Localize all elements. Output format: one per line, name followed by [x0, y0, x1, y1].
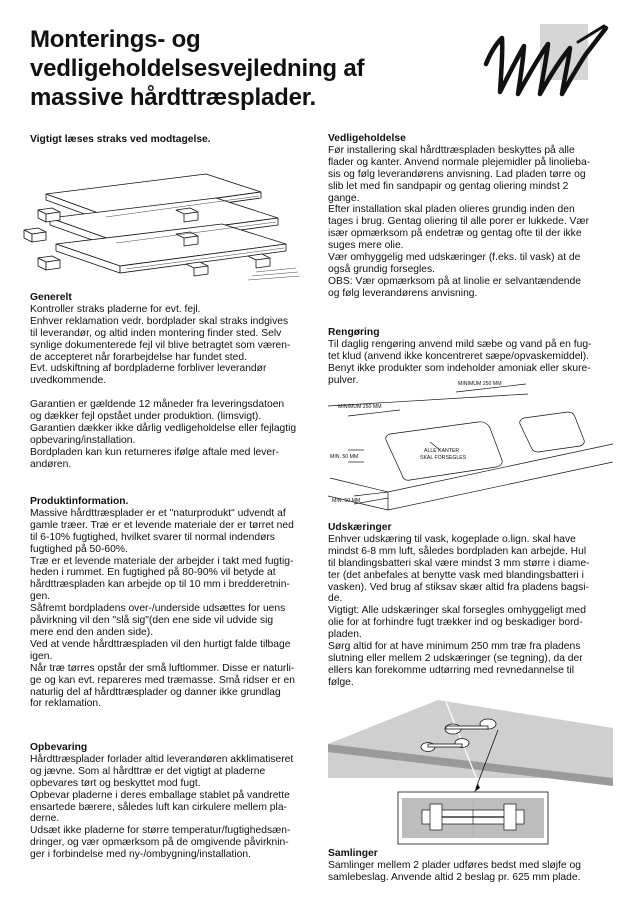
paragraph-line: ger i forbindelse med ny-/ombygning/installation.	[30, 849, 251, 861]
paragraph-line: Opbevar pladerne i deres emballage stablet på vandrette	[30, 789, 290, 801]
paragraph-line: Udsæt ikke pladerne for større temperatur/fugtighedsæn-	[30, 825, 291, 837]
paragraph-line: Ved at vende hårdttræspladen vil den hurtigt falde tilbage	[30, 638, 291, 650]
paragraph-line: Massive hårdttræsplader er et "naturprodukt" udvendt af	[30, 507, 286, 519]
paragraph-line: Garantien dækker ikke dårlig vedligeholdelse eller fejlagtig	[30, 423, 297, 435]
paragraph-line: Benyt ikke produkter som indeholder amoniak eller skure-	[328, 362, 591, 374]
dim-label-side-2: MIN. 50 MM	[332, 498, 361, 504]
diagram-note-line2: SKAL FORSEGLES	[420, 455, 467, 461]
paragraph-line: Garantien er gældende 12 måneder fra leveringsdatoen	[30, 399, 285, 411]
paragraph-line: suges mere olie.	[328, 240, 404, 252]
paragraph-line: igen.	[30, 650, 53, 662]
paragraph-line: uvedkommende.	[30, 375, 107, 387]
paragraph-line: Før installering skal hårdttræspladen beskyttes på alle	[328, 144, 575, 156]
title-line: massive hårdttræsplader.	[30, 84, 317, 111]
paragraph-line: dringer, og vær opmærksom på de omgivende påvirknin-	[30, 837, 289, 849]
paragraph-line: heden i rummet. En fugtighed på 80-90% vil betyde at	[30, 567, 276, 579]
paragraph-line: påvirkning vil den "slå sig"(den ene side vil udvide sig	[30, 615, 274, 627]
paragraph-line: sis og følg leverandørens anvisning. Lad pladen tørre og	[328, 168, 586, 180]
paragraph-line: gamle træer. Træ er et levende materiale der er tørret ned	[30, 519, 294, 531]
paragraph-line: Enhver reklamation vedr. bordplader skal straks indgives	[30, 315, 289, 327]
section-heading: Rengøring	[328, 327, 380, 338]
section-samlinger	[328, 848, 613, 884]
section-heading: Produktinformation.	[30, 496, 129, 507]
title-line: vedligeholdelsesvejledning af	[30, 55, 365, 82]
section-vedligeholdelse	[328, 133, 613, 300]
paragraph-line: hårdttræspladen kan arbejde op til 10 mm i bredderetnin-	[30, 579, 290, 591]
paragraph-line: Hårdttræsplader forlader altid leverandøren akklimatiseret	[30, 753, 294, 765]
paragraph-line: Når træ tørres opstår der små luftlommer. Disse er naturli-	[30, 662, 295, 674]
paragraph-line: Kontroller straks pladerne for evt. fejl.	[30, 303, 201, 315]
section-heading: Udskæringer	[328, 522, 392, 533]
joint-illustration	[328, 700, 613, 846]
paragraph-line: ellers kan forekomme udtørring med revnedannelse til	[328, 664, 575, 676]
paragraph-line: slib let med fin sandpapir og gentag oliering mindst 2	[328, 180, 569, 192]
paragraph-line: Træ er et levende materiale der arbejder i takt med fugtig-	[30, 555, 294, 567]
paragraph-line: Såfremt bordpladens over-/underside udsættes for uens	[30, 603, 286, 615]
paragraph-line: Vær omhyggelig med udskæringer (f.eks. til vask) at de	[328, 252, 581, 264]
paragraph-line: også grundig forsegles.	[328, 263, 436, 275]
dim-label-side-1: MIN. 50 MM	[330, 454, 359, 460]
section-heading: Vedligeholdelse	[328, 133, 406, 144]
paragraph-line: tet klud (anvend ikke koncentreret sæpe/opvaskemiddel).	[328, 350, 589, 362]
intro-heading: Vigtigt læses straks ved modtagelse.	[30, 134, 211, 145]
paragraph-line: pladen.	[328, 629, 362, 641]
paragraph-line: synlige dokumenterede fejl vil blive betragtet som væren-	[30, 339, 291, 351]
paragraph-line: ensartede bærere, således luft kan cirkulere mellem pla-	[30, 801, 287, 813]
page-title	[30, 25, 460, 112]
paragraph-line: ter (det anbefales at benytte vask med blandingsbatteri i	[328, 569, 584, 581]
paragraph-line: og følg leverandørens anvisning.	[328, 287, 478, 299]
title-line: Monterings- og	[30, 26, 201, 53]
section-heading: Samlinger	[328, 848, 378, 859]
paragraph-line: tages i brug. Gentag oliering til alle porer er lukkede. Vær	[328, 216, 589, 228]
paragraph-line: Sørg altid for at have minimum 250 mm træ fra pladens	[328, 641, 581, 653]
paragraph-line: de accepteret når forarbejdelse har fundet sted.	[30, 351, 247, 363]
paragraph-line: og jævne. Som al hårdttræ er det vigtigt at pladerne	[30, 765, 266, 777]
paragraph-line: Enhver udskæring til vask, kogeplade o.lign. skal have	[328, 533, 576, 545]
paragraph-line: gange.	[328, 192, 360, 204]
stacked-boards-illustration	[16, 172, 301, 290]
paragraph-line: mere end den anden side).	[30, 626, 154, 638]
section-heading: Opbevaring	[30, 742, 88, 753]
paragraph-line: mindst 6-8 mm luft, således bordpladen kan arbejde. Hul	[328, 545, 587, 557]
section-udskaeringer	[328, 522, 613, 689]
paragraph-line: til leverandør, og altid inden montering finder sted. Selv	[30, 327, 282, 339]
paragraph-line: derne.	[30, 813, 60, 825]
paragraph-line: andøren.	[30, 458, 72, 470]
paragraph-line: for reklamation.	[30, 698, 101, 710]
section-generelt	[30, 292, 317, 471]
paragraph-line: opbevares tørt og beskyttet mod fugt.	[30, 777, 201, 789]
paragraph-line: samlebeslag. Anvende altid 2 beslag pr. 625 mm plade.	[328, 871, 581, 883]
diagram-note-line1: ALLE KANTER	[424, 448, 460, 454]
section-produktinformation	[30, 496, 317, 710]
paragraph-line: og dækker fejl opstået under produktion. (limsvigt).	[30, 411, 262, 423]
paragraph-line: gen.	[30, 591, 51, 603]
section-opbevaring	[30, 742, 317, 861]
paragraph-line: til 6-10% fugtighed, hvilket svarer til normal indendørs	[30, 531, 275, 543]
section-heading: Generelt	[30, 292, 72, 303]
paragraph-line: Bordpladen kan kun returneres ifølge aftale med lever-	[30, 446, 279, 458]
paragraph-line: Til daglig rengøring anvend mild sæbe og vand på en fug-	[328, 338, 592, 350]
paragraph-line: de.	[328, 593, 343, 605]
paragraph-line: Vigtigt: Alle udskæringer skal forsegles omhyggeligt med	[328, 605, 586, 617]
paragraph-line: flader og kanter. Anvend normale plejemidler på linolieba-	[328, 156, 591, 168]
paragraph-line: fugtighed på 50-60%.	[30, 543, 128, 555]
dim-label-top-right: MINIMUM 250 MM	[458, 381, 502, 387]
paragraph-line: ge og kan evt. repareres med træmasse. Små ridser er en	[30, 674, 295, 686]
paragraph-line: især opmærksom på endetræ og gentag ofte til der ikke	[328, 228, 582, 240]
dim-label-top-left: MINIMUM 250 MM	[338, 404, 382, 410]
paragraph-line: Samlinger mellem 2 plader udføres bedst med sløjfe og	[328, 859, 581, 871]
hand-drawn-logo-icon	[482, 24, 610, 100]
paragraph-line: naturlig del af hårdttræsplader og danner ikke grundlag	[30, 686, 281, 698]
paragraph-line: Evt. udskiftning af bordpladerne forbliver leverandør	[30, 363, 267, 375]
paragraph-line: opbevaring/installation.	[30, 434, 136, 446]
paragraph-line: til blandingsbatteri skal være mindst 3 mm større i diame-	[328, 557, 590, 569]
paragraph-line: vasken). Ved brug af stiksav skær altid fra pladens bagsi-	[328, 581, 589, 593]
paragraph-line: pulver.	[328, 374, 359, 386]
paragraph-line: slutning eller mellem 2 udskæringer (se tegning), da der	[328, 652, 583, 664]
paragraph-line: OBS: Vær opmærksom på at linolie er selvantændende	[328, 275, 581, 287]
cutout-diagram	[328, 378, 613, 512]
paragraph-line: olie for at forhindre fugt trækker ind og beskadiger bord-	[328, 617, 583, 629]
paragraph-line: Efter installation skal pladen olieres grundig inden den	[328, 204, 575, 216]
paragraph-line: følge.	[328, 676, 354, 688]
